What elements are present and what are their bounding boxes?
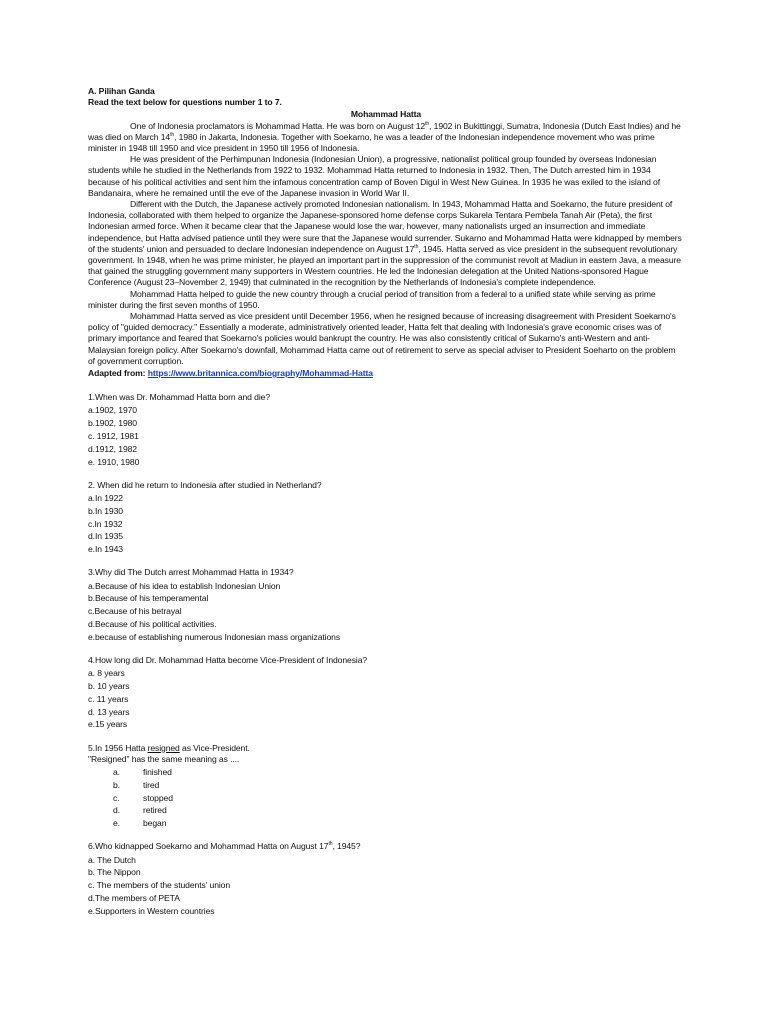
option-d: d.In 1935	[88, 531, 123, 542]
option-b: b. 10 years	[88, 681, 130, 692]
option-c: c. 1912, 1981	[88, 431, 139, 442]
option-a: a.Because of his idea to establish Indonesian Union	[88, 580, 281, 591]
question-6	[88, 841, 684, 917]
source-label: Adapted from:	[88, 368, 148, 379]
option-d: d. 13 years	[88, 706, 130, 717]
option-a: a.In 1922	[88, 493, 123, 504]
option-d: d.The members of PETA	[88, 893, 180, 904]
option-b: b.1902, 1980	[88, 418, 137, 429]
option-e: e. began	[113, 818, 167, 829]
option-a: a. The Dutch	[88, 854, 136, 865]
question-text: 4.How long did Dr. Mohammad Hatta become Vice-President of Indonesia?	[88, 655, 368, 666]
option-a: a. 8 years	[88, 668, 125, 679]
option-c: c. 11 years	[88, 693, 129, 704]
option-b: b.In 1930	[88, 505, 123, 516]
paragraph-3: Different with the Dutch, the Japanese actively promoted Indonesian nationalism. In 1943, Mohammad Hatta and Soekarno, the future president of Indonesia, collaborated with them helped to organize the Japanese-sponsored home defense corps Sukarela Tentara Pembela Tanah Air (Peta), the first Indonesian armed force. When it became clear that the Japanese would lose the war, however, many nationalists urged an insurrection and immediate independence, but Hatta advised patience until they were sure that the Japanese would surrender. Sukarno and Mohammad Hatta were kidnapped by members of the students' union and persuaded to declare Indonesian independence on August 17th, 1945. Hatta served as vice president in the subsequent revolutionary government. In 1948, when he was prime minister, he played an important part in the suppression of the communist revolt at Madiun in eastern Java, a measure that gained the struggling government many supporters in Western countries. He led the Indonesian delegation at the United Nations-sponsored Hague Conference (August 23–November 2, 1949) that culminated in the recognition by the Netherlands of Indonesia's complete independence.	[88, 199, 682, 288]
question-text: 2. When did he return to Indonesia after studied in Netherland?	[88, 479, 322, 490]
underlined-word: resigned	[147, 742, 180, 753]
option-d: d. retired	[113, 805, 167, 816]
option-d: d.Because of his political activities.	[88, 619, 217, 630]
option-c: c.Because of his betrayal	[88, 606, 182, 617]
paragraph-2: He was president of the Perhimpunan Indonesia (Indonesian Union), a progressive, nationalist political group founded by overseas Indonesian students while he studied in the Netherlands from 1922 to 1932. Mohammad Hatta returned to Indonesia in 1932. Then, The Dutch arrested him in 1934 because of his political activities and sent him the infamous concentration camp of Boven Digul in West New Guinea. In 1935 he was exiled to the island of Bandanaira, where he remained until the eve of the Japanese invasion in World War II.	[88, 154, 661, 198]
option-e: e.15 years	[88, 719, 128, 730]
source-link[interactable]: https://www.britannica.com/biography/Mohammad-Hatta	[147, 368, 373, 379]
question-5	[88, 743, 684, 830]
question-4	[88, 655, 684, 731]
question-text: 6.Who kidnapped Soekarno and Mohammad Hatta on August 17th, 1945?	[88, 841, 361, 852]
instructions: Read the text below for questions number 1 to 7.	[88, 97, 282, 108]
option-e: e.because of establishing numerous Indonesian mass organizations	[88, 631, 341, 642]
option-d: d.1912, 1982	[88, 443, 137, 454]
document-page	[88, 86, 684, 919]
paragraph-5: Mohammad Hatta served as vice president until December 1956, when he resigned because of increasing disagreement with President Soekarno's policy of "guided democracy." Essentially a moderate, administratively oriented leader, Hatta felt that dealing with Indonesia's grave economic crises was of primary importance and feared that Soekarno's policies would bankrupt the country. He was also consistently critical of Sukarno's anti-Western and anti-Malaysian foreign policy. After Soekarno's downfall, Mohammad Hatta came out of retirement to serve as special adviser to President Soeharto on the problem of government corruption.	[88, 311, 676, 366]
question-text: 3.Why did The Dutch arrest Mohammad Hatta in 1934?	[88, 567, 294, 578]
question-3	[88, 567, 684, 643]
option-e: e.In 1943	[88, 544, 123, 555]
question-1	[88, 392, 684, 468]
question-text: 1.When was Dr. Mohammad Hatta born and die?	[88, 392, 270, 403]
option-a: a. finished	[113, 767, 172, 778]
option-b: b. The Nippon	[88, 867, 141, 878]
question-subtext: "Resigned" has the same meaning as ....	[88, 753, 240, 764]
option-e: e.Supporters in Western countries	[88, 905, 215, 916]
option-a: a.1902, 1970	[88, 405, 137, 416]
section-label: A. Pilihan Ganda	[88, 86, 155, 96]
paragraph-1: One of Indonesia proclamators is Mohammad Hatta. He was born on August 12th, 1902 in Bukittinggi, Sumatra, Indonesia (Dutch East Indies) and he was died on March 14th, 1980 in Jakarta, Indonesia. Together with Soekarno, he was a leader of the Indonesian independence movement who was prime minister in 1948 till 1950 and vice president in 1950 till 1956 of Indonesia.	[88, 120, 681, 154]
paragraph-4: Mohammad Hatta helped to guide the new country through a crucial period of transition from a federal to a unified state while serving as prime minister during the first seven months of 1950.	[88, 288, 656, 310]
option-c: c. stopped	[113, 792, 173, 803]
passage-title: Mohammad Hatta	[350, 109, 422, 120]
option-b: b. tired	[113, 779, 160, 790]
option-c: c.In 1932	[88, 518, 123, 529]
question-2	[88, 480, 684, 556]
question-text: 5.In 1956 Hatta resigned as Vice-President.	[88, 742, 250, 753]
option-b: b.Because of his temperamental	[88, 593, 209, 604]
option-c: c. The members of the students' union	[88, 880, 231, 891]
source-line	[88, 368, 684, 379]
option-e: e. 1910, 1980	[88, 456, 140, 467]
